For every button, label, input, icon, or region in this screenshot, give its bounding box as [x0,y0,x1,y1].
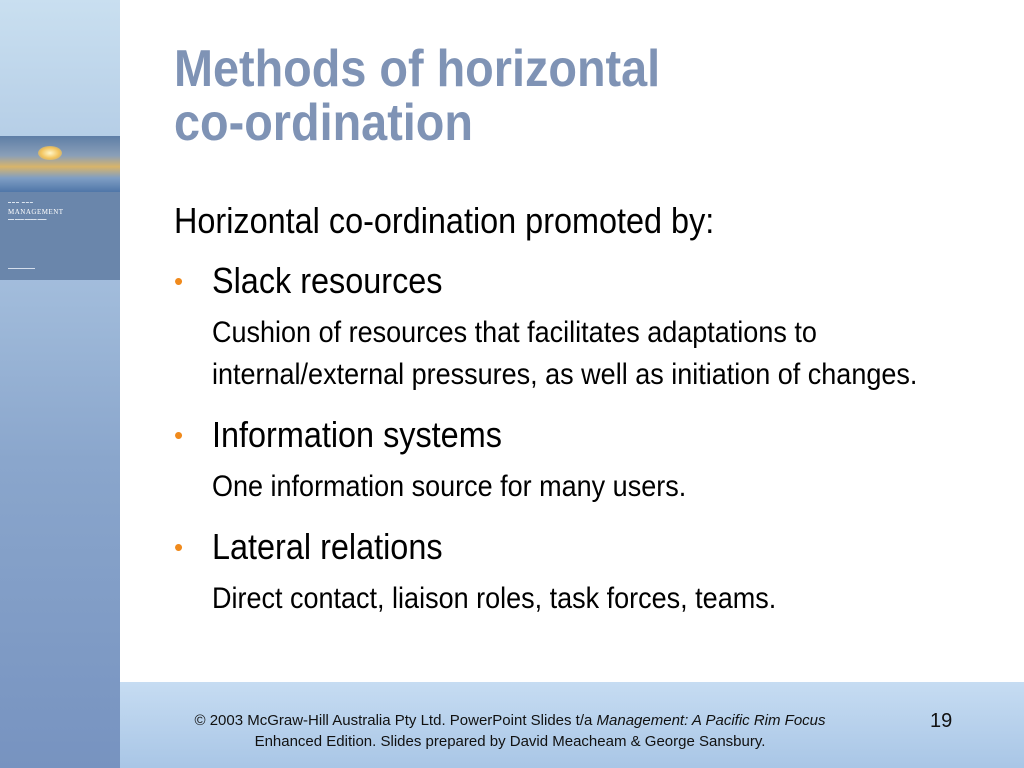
bullet-description-text: Direct contact, liaison roles, task forces, teams. [212,582,777,615]
slide-content [174,200,974,620]
cover-panel [0,192,120,280]
cover-title: MANAGEMENT [8,208,64,216]
lead-text: Horizontal co-ordination promoted by: [174,200,715,241]
cover-sun [38,146,62,160]
bullet-heading: Lateral relations [212,526,443,567]
bullet-dot-icon: • [174,266,184,296]
bullet-item [174,414,974,456]
book-cover-image [0,136,120,280]
cover-small-text: ▬▬▬ ▬▬▬ [8,200,34,204]
bullet-description [174,578,974,620]
footer-credit [120,710,900,752]
cover-footer-marks: ▬▬▬▬▬▬▬▬▬ [8,266,35,270]
slide-title-line2: co-ordination [174,94,473,152]
sidebar-band [0,0,120,768]
footer-book-title: Management: A Pacific Rim Focus [596,712,826,729]
cover-sunset-scene [0,136,120,192]
slide-footer [120,682,1024,768]
bullet-description [174,466,974,508]
footer-line2: Enhanced Edition. Slides prepared by David Meacheam & George Sansbury. [254,733,766,750]
bullet-heading: Information systems [212,414,502,455]
cover-subtitle-marks: ▬▬ ▬▬▬ ▬▬▬▬ ▬▬▬ [8,217,47,221]
bullet-item [174,526,974,568]
bullet-dot-icon: • [174,532,184,562]
bullet-dot-icon: • [174,420,184,450]
slide-title-line1: Methods of horizontal [174,40,661,98]
slide-title [174,42,912,150]
bullet-heading: Slack resources [212,260,443,301]
bullet-item [174,260,974,302]
bullet-description-text: One information source for many users. [212,470,687,503]
footer-copyright: © 2003 McGraw-Hill Australia Pty Ltd. PowerPoint Slides t/a [194,712,593,729]
page-number: 19 [930,710,953,732]
bullet-description [174,312,974,396]
bullet-description-text: Cushion of resources that facilitates adaptations to internal/external pressures, as well as initiation of changes. [212,316,918,391]
